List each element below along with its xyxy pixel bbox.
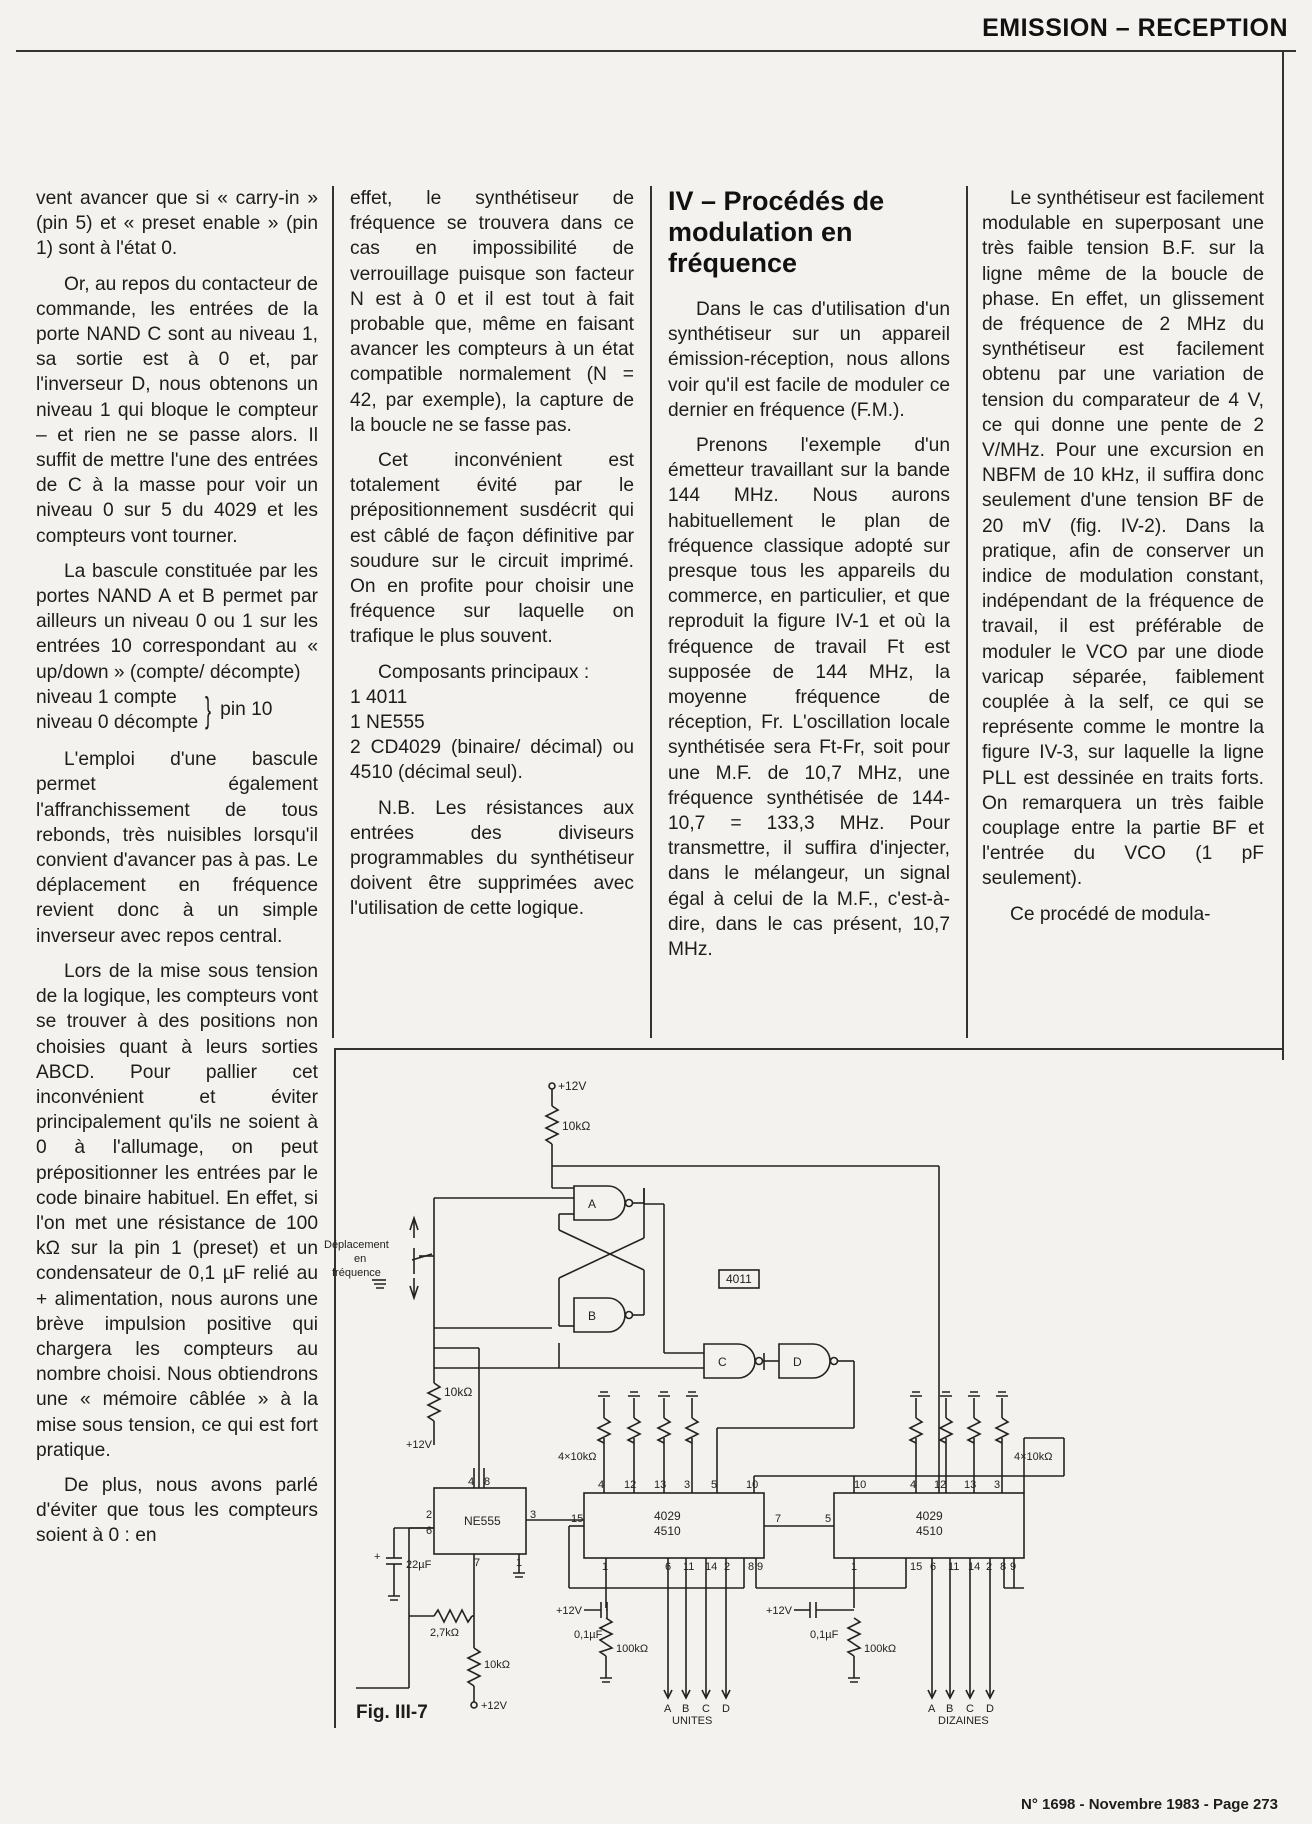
nand-gate-c — [704, 1344, 755, 1378]
tens-outputs — [928, 1558, 994, 1698]
paragraph: De plus, nous avons parlé d'éviter que tous les compteurs soient à 0 : en — [36, 1474, 318, 1547]
gate-d-label: D — [793, 1355, 802, 1369]
column-rule — [966, 186, 968, 1038]
svg-text:4: 4 — [910, 1479, 917, 1491]
svg-text:12: 12 — [624, 1479, 637, 1491]
resistor-top-label: 10kΩ — [562, 1119, 591, 1133]
resistor-mid — [428, 1383, 440, 1421]
header-rule — [16, 50, 1296, 52]
svg-text:6: 6 — [930, 1561, 937, 1573]
cap-01b-label: 0,1µF — [810, 1629, 839, 1641]
components-title: Composants principaux : — [378, 661, 590, 683]
svg-text:15: 15 — [571, 1513, 584, 1525]
units-label: UNITES — [672, 1715, 713, 1727]
figure-caption: Fig. III-7 — [356, 1702, 428, 1723]
supply-c2-label: +12V — [766, 1605, 792, 1617]
svg-text:D: D — [986, 1703, 994, 1715]
supply-label: +12V — [558, 1079, 587, 1093]
text-column-4 — [982, 186, 1264, 937]
svg-text:8: 8 — [484, 1476, 491, 1488]
resistor-100k-b — [848, 1618, 860, 1656]
svg-text:+: + — [374, 1551, 381, 1563]
svg-text:3: 3 — [530, 1509, 537, 1521]
column-rule — [650, 186, 652, 1038]
svg-text:10: 10 — [746, 1479, 759, 1491]
svg-text:6: 6 — [426, 1525, 433, 1537]
text-column-1 — [36, 186, 318, 1559]
supply-c1-label: +12V — [556, 1605, 582, 1617]
svg-text:9: 9 — [757, 1561, 764, 1573]
section-header: EMISSION – RECEPTION — [982, 14, 1288, 42]
resistor-2k7 — [434, 1610, 472, 1622]
svg-text:5: 5 — [711, 1479, 718, 1491]
section-heading: IV – Procédés de modulation en fréquence — [668, 186, 885, 278]
resistor-array-tens-label: 4×10kΩ — [1014, 1451, 1053, 1463]
svg-text:4: 4 — [468, 1476, 475, 1488]
ground-icon — [388, 1596, 400, 1600]
column-rule — [332, 186, 334, 1038]
svg-text:9: 9 — [1010, 1561, 1017, 1573]
svg-text:11: 11 — [683, 1561, 695, 1573]
level-count-down: niveau 0 décompte — [36, 712, 199, 734]
counter-units-model2: 4510 — [654, 1524, 681, 1538]
svg-text:A: A — [664, 1703, 672, 1715]
ic-4011-label: 4011 — [726, 1272, 752, 1286]
resistor-array-units-label: 4×10kΩ — [558, 1451, 597, 1463]
svg-text:1: 1 — [851, 1561, 858, 1573]
supply-mid-label: +12V — [406, 1439, 432, 1451]
gate-c-label: C — [718, 1355, 727, 1369]
nand-gate-b — [574, 1298, 625, 1332]
text-column-2 — [350, 186, 634, 932]
paragraph: Dans le cas d'utilisation d'un synthétiseur sur un appareil émission-réception, nous allons voir qu'il est facile de moduler ce dernier en fréquence (F.M.). — [668, 299, 950, 421]
svg-text:3: 3 — [994, 1479, 1001, 1491]
svg-text:12: 12 — [934, 1479, 947, 1491]
svg-text:2: 2 — [986, 1561, 993, 1573]
paragraph: La bascule constituée par les portes NAND A et B permet par ailleurs un niveau 0 ou 1 sur les entrées 10 correspondant au « up/down » (compte/ décompte) — [36, 560, 318, 683]
paragraph: L'emploi d'une bascule permet également l'affranchissement de tous rebonds, très nuisibles lorsqu'il convient d'avancer pas à pas. Le déplacement en fréquence revient donc à un simple inverseur avec repos central. — [36, 749, 318, 947]
resistor-100k-b-label: 100kΩ — [864, 1643, 897, 1655]
svg-text:5: 5 — [825, 1513, 832, 1525]
switch-label-2: en — [354, 1253, 367, 1265]
paragraph: Or, au repos du contacteur de commande, les entrées de la porte NAND C sont au niveau 1, sa sortie est à 0 et, par l'inverseur D, nous obtenons un niveau 1 qui bloque le compteur – et rien ne se passe alors. Il suffit de mettre l'une des entrées de C à la masse pour voir un niveau 0 sur 5 du 4029 et les compteurs vont tourner. — [36, 273, 318, 547]
svg-text:1: 1 — [516, 1557, 523, 1569]
switch-label-1: Déplacement — [324, 1239, 389, 1251]
gate-a-label: A — [588, 1197, 597, 1211]
svg-text:2: 2 — [724, 1561, 731, 1573]
nand-gate-a — [574, 1186, 625, 1220]
paragraph: vent avancer que si « carry-in » (pin 5) et « preset enable » (pin 1) sont à l'état 0. — [36, 188, 318, 260]
tens-label: DIZAINES — [938, 1715, 989, 1727]
svg-text:C: C — [702, 1703, 710, 1715]
svg-text:1: 1 — [602, 1561, 609, 1573]
svg-text:15: 15 — [910, 1561, 923, 1573]
svg-text:4: 4 — [598, 1479, 605, 1491]
resistor-bottom-label: 10kΩ — [484, 1659, 510, 1671]
resistor-2k7-label: 2,7kΩ — [430, 1627, 460, 1639]
page-footer: N° 1698 - Novembre 1983 - Page 273 — [1021, 1796, 1278, 1813]
svg-text:13: 13 — [654, 1479, 667, 1491]
units-outputs — [664, 1558, 730, 1698]
ground-icon — [374, 1284, 386, 1288]
paragraph: Ce procédé de modula- — [1010, 903, 1211, 925]
switch-label-3: fréquence — [332, 1267, 381, 1279]
schematic-diagram — [324, 1048, 1284, 1728]
cap-01a-label: 0,1µF — [574, 1629, 603, 1641]
right-frame-rule — [1282, 50, 1284, 1060]
ground-icon — [848, 1678, 860, 1682]
component-item: 2 CD4029 (binaire/ décimal) ou 4510 (décimal seul). — [350, 737, 634, 784]
svg-text:A: A — [928, 1703, 936, 1715]
resistor-100k-a-label: 100kΩ — [616, 1643, 649, 1655]
paragraph: Le synthétiseur est facilement modulable en superposant une très faible tension B.F. sur la ligne même de la boucle de phase. En effet, un glissement de fréquence de 2 MHz du synthétiseur est facilement obtenu par une variation de tension du comparateur de 4 V, ce qui donne une pente de 2 V/MHz. Pour une excursion en NBFM de 10 kHz, il suffira donc seulement d'une tension BF de 20 mV (fig. IV-2). Dans la pratique, afin de conserver un indice de modulation constant, indépendant de la fréquence de travail, il est préférable de moduler le VCO par une diode varicap séparée, faiblement couplée à la self, ce qui se représente comme le montre la figure IV-3, sur laquelle la ligne PLL est dessinée en traits forts. On remarquera un très faible couplage entre la partie BF et l'entrée du VCO (1 pF seulement). — [982, 188, 1264, 890]
counter-tens-model1: 4029 — [916, 1509, 943, 1523]
brace-symbol: } — [205, 689, 212, 731]
ne555-label: NE555 — [464, 1514, 501, 1528]
svg-text:7: 7 — [474, 1557, 481, 1569]
svg-text:C: C — [966, 1703, 974, 1715]
svg-text:D: D — [722, 1703, 730, 1715]
resistor-array-tens — [910, 1392, 1008, 1493]
counter-units-model1: 4029 — [654, 1509, 681, 1523]
svg-text:7: 7 — [775, 1513, 782, 1525]
pin10-label: pin 10 — [220, 699, 273, 721]
svg-text:2: 2 — [426, 1509, 433, 1521]
svg-text:3: 3 — [684, 1479, 691, 1491]
svg-text:11: 11 — [948, 1561, 960, 1573]
gate-b-label: B — [588, 1309, 597, 1323]
text-column-3 — [668, 186, 950, 972]
pin10-levels — [36, 685, 318, 735]
nand-gate-d — [779, 1344, 830, 1378]
resistor-top — [546, 1106, 558, 1144]
svg-text:13: 13 — [964, 1479, 977, 1491]
supply-bottom-label: +12V — [481, 1700, 507, 1712]
level-count-up: niveau 1 compte — [36, 686, 177, 708]
resistor-array-units — [598, 1392, 698, 1493]
resistor-mid-label: 10kΩ — [444, 1385, 473, 1399]
resistor-bottom — [468, 1648, 480, 1686]
ground-icon — [513, 1573, 525, 1577]
component-item: 1 NE555 — [350, 712, 425, 734]
svg-text:10: 10 — [854, 1479, 867, 1491]
paragraph: Prenons l'exemple d'un émetteur travaillant sur la bande 144 MHz. Nous aurons habituellement le plan de fréquence classique adopté sur presque tous les appareils du commerce, en particulier, et que reproduit la figure IV-1 et où la fréquence de travail Ft est supposée de 144 MHz, la moyenne fréquence de réception, Fr. L'oscillation locale synthétisée sera Ft-Fr, soit pour une M.F. de 10,7 MHz, une fréquence synthétisée de 144-10,7 = 133,3 MHz. Pour transmettre, il suffira d'injecter, dans le mélangeur, un signal égal à celui de la M.F., c'est-à-dire, dans le cas présent, 10,7 MHz. — [668, 435, 950, 961]
ground-icon — [600, 1678, 612, 1682]
svg-text:B: B — [946, 1703, 954, 1715]
paragraph: effet, le synthétiseur de fréquence se trouvera dans ce cas en impossibilité de verrouillage puisque son facteur N est à 0 et il est tout à fait probable que, même en faisant avancer les compteurs à un état compatible normalement (N = 42, par exemple), la capture de la boucle ne se fasse pas. — [350, 188, 634, 436]
paragraph: Cet inconvénient est totalement évité par le prépositionnement susdécrit qui est câblé de façon définitive par soudure sur le circuit imprimé. On en profite pour choisir une fréquence sur laquelle on trafique le plus souvent. — [350, 450, 634, 648]
svg-text:14: 14 — [705, 1561, 718, 1573]
supply-terminal — [549, 1083, 555, 1089]
cap-22uf-label: 22µF — [406, 1559, 432, 1571]
svg-text:6: 6 — [665, 1561, 672, 1573]
nota-bene: N.B. Les résistances aux entrées des diviseurs programmables du synthétiseur doivent être supprimées avec l'utilisation de cette logique. — [350, 797, 634, 920]
svg-text:B: B — [682, 1703, 690, 1715]
counter-tens-model2: 4510 — [916, 1524, 943, 1538]
svg-text:8: 8 — [748, 1561, 755, 1573]
paragraph: Lors de la mise sous tension de la logique, les compteurs vont se trouver à des positions non choisies quant à leurs sorties ABCD. Pour pallier cet inconvénient et éviter principalement qu'ils ne soient à 0 à l'allumage, on peut prépositionner les entrées par le code binaire habituel. En effet, si l'on met une résistance de 100 kΩ sur la pin 1 (preset) et un condensateur de 0,1 µF relié au + alimentation, nous aurons une brève impulsion positive qui chargera les compteurs au nombre choisi. Nous obtiendrons une « mémoire câblée » à la mise sous tension, ce qui est fort pratique. — [36, 960, 318, 1461]
svg-text:14: 14 — [968, 1561, 981, 1573]
component-item: 1 4011 — [350, 686, 408, 708]
svg-text:8: 8 — [1000, 1561, 1007, 1573]
